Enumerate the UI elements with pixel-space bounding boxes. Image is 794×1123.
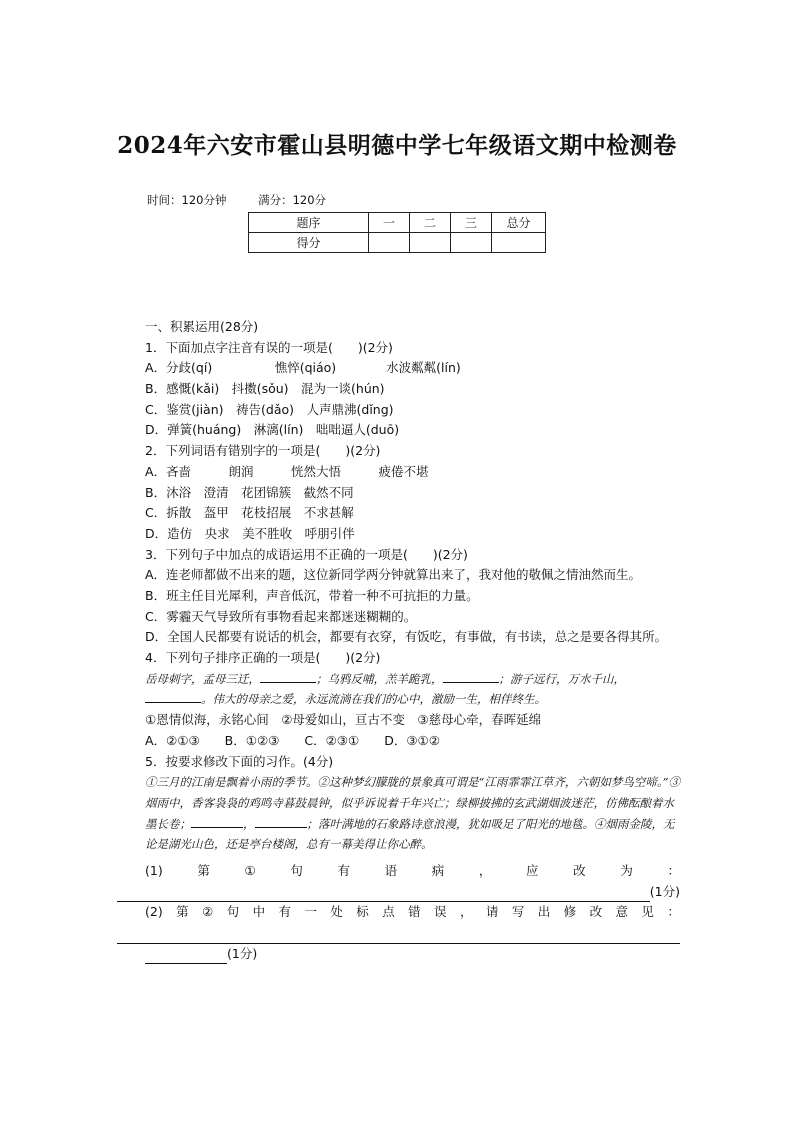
prompt-char: 有: [337, 863, 350, 878]
score-table: [248, 212, 546, 253]
q5-sub1-score: (1分): [649, 883, 680, 899]
passage-text: ；游子远行，万水千: [498, 671, 602, 686]
prompt-char: 句: [290, 863, 303, 878]
score-table-row: [249, 233, 546, 253]
prompt-char: 意: [615, 904, 629, 920]
prompt-char: 错: [408, 904, 421, 920]
answer-blank[interactable]: [145, 690, 201, 703]
answer-line[interactable]: [117, 929, 680, 944]
q5-sub2-answer-line: [117, 923, 680, 944]
answer-line[interactable]: [117, 887, 650, 902]
score-table-header-cell: 一: [369, 213, 410, 233]
question-stem: 1．下面加点字注音有误的一项是( )(2分): [145, 339, 393, 355]
q4-passage: [117, 669, 680, 710]
prompt-char: 改: [573, 863, 586, 878]
q4-options: A．②①③ B．①②③ C．②③① D．③①②: [145, 732, 440, 748]
answer-blank[interactable]: [255, 815, 307, 828]
prompt-char: 见: [641, 904, 654, 920]
score-table-header-cell: 二: [410, 213, 451, 233]
option-a: A．吝啬 朗润 恍然大悟 疲倦不堪: [145, 463, 429, 479]
prompt-char: 标: [356, 904, 369, 920]
score-table-header-row: [249, 213, 546, 233]
passage-text: ①三月的江南是飘着小雨的季节。②这种梦幻朦胧的景象真可谓是“江雨霏霏江草齐，六朝如梦鸟空啼。”③烟雨中，香客袅袅的鸡鸣寺暮鼓晨钟，似乎诉说着千年兴亡；绿柳披拂的玄武湖烟波迷茫，仿佛酝酿着水墨长卷；: [145, 775, 681, 831]
score-cell[interactable]: [492, 233, 546, 253]
option-a: A．连老师都做不出来的题，这位新同学两分钟就算出来了，我对他的敬佩之情油然而生。: [145, 567, 642, 583]
prompt-char: 点: [382, 904, 395, 920]
passage-text: ；乌鸦反哺，羔羊跪乳，: [316, 671, 443, 686]
option-a: A．分歧(qí) 憔悴(qiáo) 水波粼粼(lín): [145, 360, 461, 376]
answer-blank[interactable]: [260, 670, 316, 683]
prompt-char: 写: [511, 904, 525, 920]
question-stem: 5．按要求修改下面的习作。(4分): [145, 753, 334, 769]
q4-items: ①恩情似海，永铭心间 ②母爱如山，亘古不变 ③慈母心牵，春晖延绵: [145, 712, 542, 728]
q5-sub1-prompt: [117, 861, 680, 882]
q5-sub2-answer-line-2: [117, 944, 680, 965]
prompt-char: 病: [431, 863, 445, 878]
prompt-char: (2): [145, 904, 163, 920]
question-stem: 2．下列词语有错别字的一项是( )(2分): [145, 443, 381, 459]
passage-text: 山，: [602, 671, 625, 686]
exam-meta: [147, 192, 354, 208]
question-stem: 4．下列句子排序正确的一项是( )(2分): [145, 650, 381, 666]
score-cell[interactable]: [451, 233, 492, 253]
prompt-char: 句: [226, 904, 240, 920]
question-stem: 3．下列句子中加点的成语运用不正确的一项是( )(2分): [145, 546, 468, 562]
prompt-char: 修: [563, 904, 577, 920]
prompt-char: 误: [434, 904, 447, 920]
option-c: C．雾霾天气导致所有事物看起来都迷迷糊糊的。: [145, 608, 417, 624]
exam-full-score: 满分：120分: [258, 193, 327, 207]
answer-blank[interactable]: [191, 815, 243, 828]
exam-time: 时间：120分钟: [147, 193, 227, 207]
q5-sub2-prompt: [117, 902, 680, 923]
passage-text: 岳母刺字，孟母三迁，: [145, 671, 260, 686]
answer-line[interactable]: [145, 949, 227, 964]
option-d: D．弹簧(huáng) 淋漓(lín) 咄咄逼人(duō): [145, 422, 400, 438]
option-d: D．全国人民都要有说话的机会，都要有衣穿，有饭吃，有事做，有书读，总之是要各得其所。: [145, 629, 668, 645]
option-b: B．班主任目光犀利，声音低沉，带着一种不可抗拒的力量。: [145, 587, 479, 603]
prompt-char: ：: [667, 863, 680, 878]
prompt-char: 请: [485, 904, 499, 920]
option-d: D．造仿 央求 美不胜收 呼朋引伴: [145, 525, 355, 541]
q5-sub2-score: (1分): [227, 945, 258, 961]
prompt-char: 改: [589, 904, 603, 920]
prompt-char: 应: [526, 863, 539, 878]
score-table-header-cell: 三: [451, 213, 492, 233]
prompt-char: 处: [330, 904, 343, 920]
passage-text: 。伟大的母亲之爱，永远流淌在我们的心中，激励一生，相伴终生。: [201, 692, 546, 707]
prompt-char: 有: [278, 904, 292, 920]
score-table-row-label: 得分: [249, 233, 369, 253]
prompt-char: ，: [478, 863, 492, 878]
prompt-char: 中: [252, 904, 266, 920]
passage-text: ，: [243, 816, 255, 831]
prompt-char: 第: [197, 863, 210, 878]
option-c: C．鉴赏(jiàn) 祷告(dǎo) 人声鼎沸(dǐng): [145, 401, 394, 417]
prompt-char: ，: [459, 904, 473, 920]
q5-sub1-answer-line: [117, 882, 680, 903]
option-c: C．拆散 盔甲 花枝招展 不求甚解: [145, 505, 354, 521]
q5-passage: [117, 772, 680, 855]
prompt-char: ：: [667, 904, 680, 920]
score-cell[interactable]: [369, 233, 410, 253]
score-table-header-cell: 题序: [249, 213, 369, 233]
prompt-char: ②: [202, 904, 214, 920]
prompt-char: 出: [537, 904, 551, 920]
score-cell[interactable]: [410, 233, 451, 253]
answer-blank[interactable]: [443, 670, 499, 683]
prompt-char: 一: [304, 904, 317, 920]
option-b: B．感慨(kǎi) 抖擞(sǒu) 混为一谈(hún): [145, 381, 385, 397]
section-heading: 一、积累运用(28分): [145, 319, 259, 334]
page-title: 2024年六安市霍山县明德中学七年级语文期中检测卷: [117, 132, 677, 159]
passage-text: ；落叶满地的石象路诗意浪漫，犹如吸足了阳光的地毯。④烟雨金陵，无论是湖光山色，还是亭台楼阁，总有一幕美得让你心醉。: [145, 816, 675, 852]
option-b: B．沐浴 澄清 花团锦簇 截然不同: [145, 484, 354, 500]
score-table-header-cell: 总分: [492, 213, 546, 233]
prompt-char: (1): [145, 863, 163, 878]
prompt-char: 为: [620, 863, 633, 878]
prompt-char: 语: [384, 863, 398, 878]
prompt-char: 第: [176, 904, 189, 920]
prompt-char: ①: [244, 863, 256, 878]
exam-body: [117, 317, 680, 964]
